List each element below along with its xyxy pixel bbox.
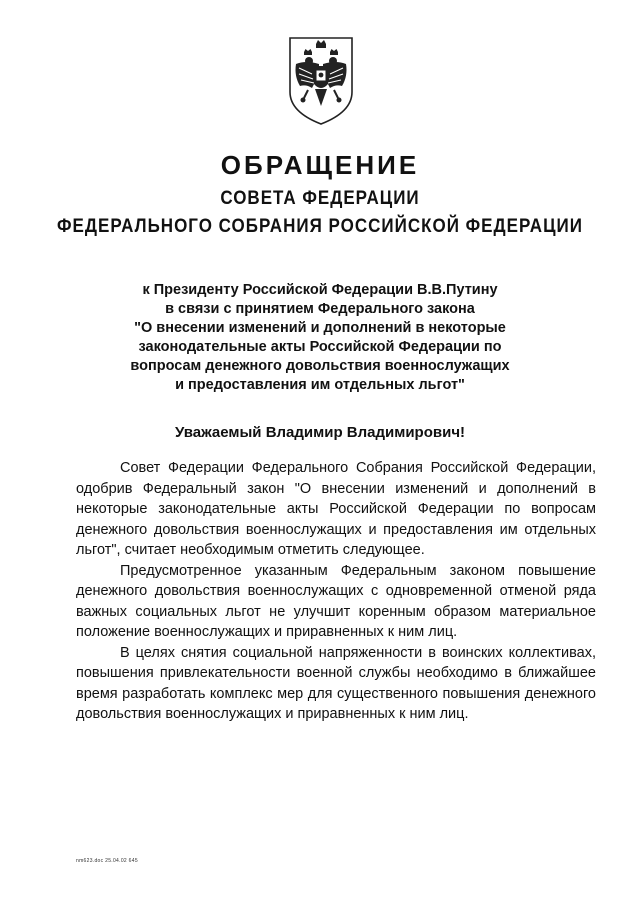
body-paragraph: Предусмотренное указанным Федеральным законом повышение денежного довольствия военнослужащих с одновременной отменой ряда важных социальных льгот не улучшит коренным образом материальное положение военнослужащих и приравненных к ним лиц. <box>76 562 596 640</box>
address-line: законодательные акты Российской Федерации по <box>138 339 502 355</box>
coat-of-arms-icon <box>286 34 356 126</box>
address-line: к Президенту Российской Федерации В.В.Путину <box>142 282 498 298</box>
body-paragraph: В целях снятия социальной напряженности в воинских коллективах, повышения привлекательности военной службы необходимо в ближайшее время разработать комплекс мер для существенного повышения денежного довольствия военнослужащих и приравненных к ним лиц. <box>76 644 596 722</box>
body-text <box>76 458 596 725</box>
address-line: в связи с принятием Федерального закона <box>165 301 475 317</box>
file-reference: nm623.doc 25.04.02 645 <box>76 858 138 864</box>
issuer-line-2: ФЕДЕРАЛЬНОГО СОБРАНИЯ РОССИЙСКОЙ ФЕДЕРАЦИИ <box>57 214 583 237</box>
address-line: вопросам денежного довольствия военнослужащих <box>130 358 510 374</box>
addressee-block <box>60 281 580 395</box>
document-title: ОБРАЩЕНИЕ <box>220 150 420 180</box>
body-paragraph: Совет Федерации Федерального Собрания Российской Федерации, одобрив Федеральный закон "О внесении изменений и дополнений в некоторые законодательные акты Российской Федерации по вопросам денежного довольствия военнослужащих и предоставления им отдельных льгот", считает необходимым отметить следующее. <box>76 460 596 558</box>
address-line: и предоставления им отдельных льгот" <box>175 377 465 393</box>
salutation: Уважаемый Владимир Владимирович! <box>174 424 466 441</box>
issuer-line-1: СОВЕТА ФЕДЕРАЦИИ <box>220 186 420 209</box>
address-line: "О внесении изменений и дополнений в некоторые <box>134 320 506 336</box>
